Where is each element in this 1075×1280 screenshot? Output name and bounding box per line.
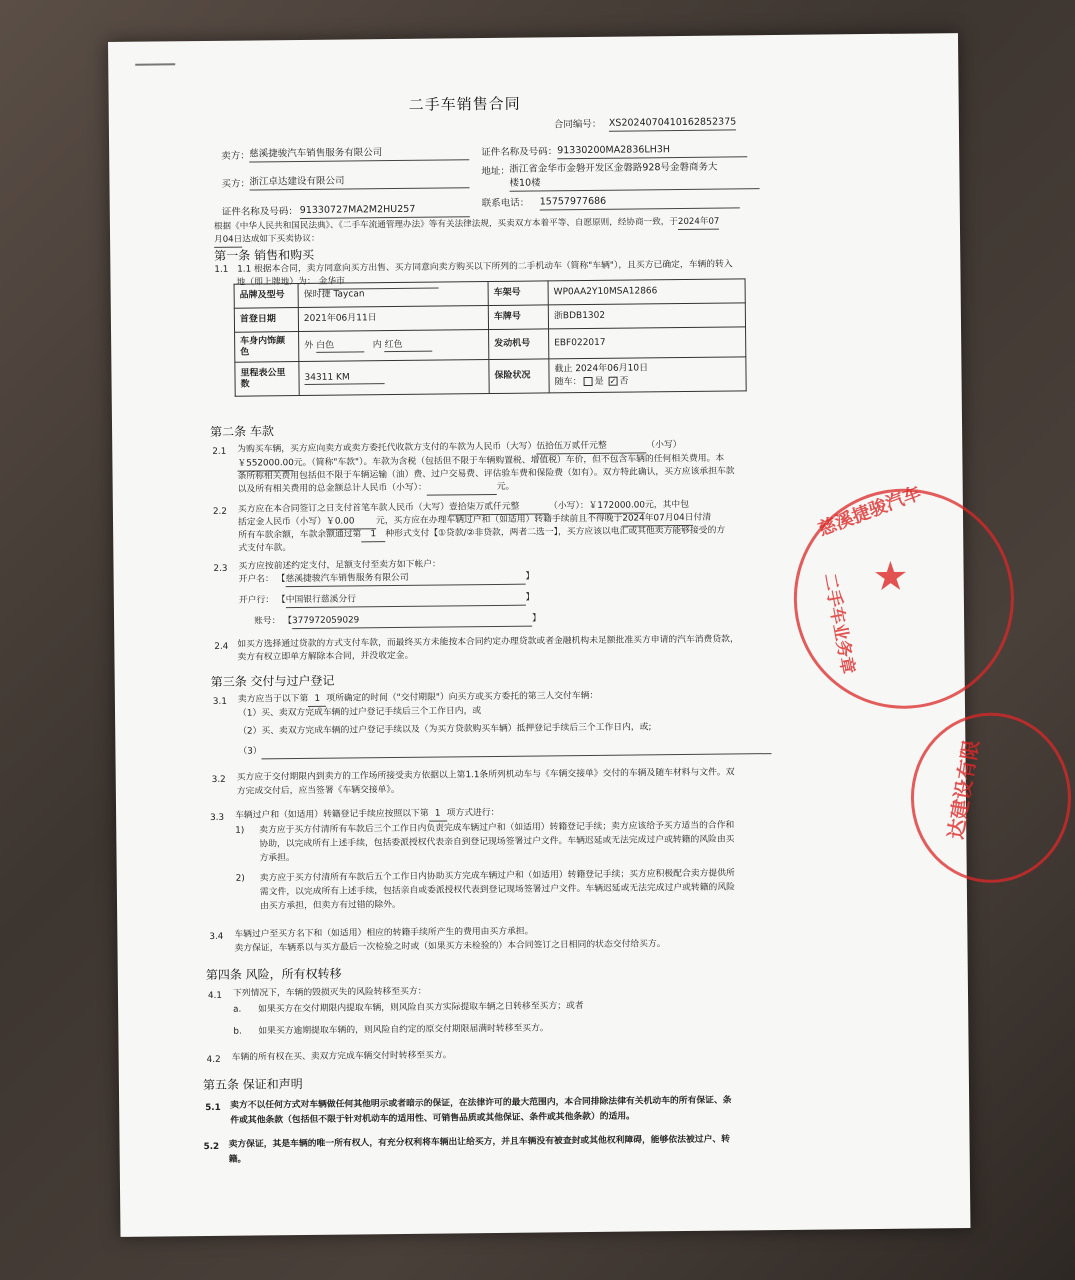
- clause-3-1-num: 3.1: [212, 696, 227, 707]
- regdate-label: 首登日期: [234, 308, 298, 333]
- clause-2-2-a: 买方应在本合同签订之日支付首笔车款人民币（大写）壹拾柒万贰仟元整 （小写）：￥172000.00元，其中包: [237, 499, 690, 515]
- clause-3-1-item-3: （3）: [238, 741, 771, 759]
- phone-label: 联系电话：: [481, 197, 530, 210]
- engine-label: 发动机号: [489, 329, 549, 360]
- vin-value: WP0AA2Y10MSA12866: [548, 279, 745, 305]
- clause-3-3-2-c: 由买方承担，但卖方有过错的除外。: [260, 899, 401, 912]
- clause-4-1-b-text: 如果买方逾期提取车辆的，则风险自约定的原交付期限届满时转移至买方。: [258, 1023, 549, 1037]
- clause-4-2-a: 车辆的所有权在买、卖双方完成车辆交付时转移至买方。: [231, 1050, 452, 1063]
- vin-label: 车架号: [488, 281, 548, 306]
- seller-id-label: 证件名称及号码：: [481, 146, 558, 159]
- clause-1-1-a: 1.1 1.1 根据本合同，卖方同意向买方出售、买方同意向卖方购买以下所列的二手机动车（简称"车辆"），且买方已确定，车辆的转入: [214, 259, 733, 275]
- contract-no: XS2024070410162852375: [609, 116, 737, 131]
- clause-3-3-1-num: 1): [235, 825, 245, 836]
- insurance-value: 截止 2024年06月10日 随车： 是 ✓ 否: [549, 357, 746, 393]
- section-4-title: 第四条 风险，所有权转移: [205, 966, 342, 983]
- clause-2-2-num: 2.2: [212, 506, 227, 517]
- account-no-row: 账号： 【377972059029 】: [254, 613, 541, 629]
- brand-value: 保时捷 Taycan: [298, 282, 488, 308]
- page-title: 二手车销售合同: [408, 94, 521, 114]
- address-line-2: 楼10楼: [509, 175, 759, 191]
- clause-2-1-num: 2.1: [212, 446, 227, 457]
- clause-3-3-1-c: 方承担。: [259, 853, 295, 864]
- clause-4-1-a: 下列情况下，车辆的毁损灭失的风险转移至买方：: [232, 986, 427, 999]
- section-2-title: 第二条 车款: [210, 424, 274, 439]
- clause-5-2-num: 5.2: [203, 1141, 220, 1153]
- basis-line-2: 月04日达成如下买卖协议：: [214, 234, 320, 248]
- contract-page: [108, 33, 984, 1237]
- address-label: 地址：: [481, 165, 510, 178]
- clause-2-3-num: 2.3: [213, 563, 228, 574]
- clause-3-3-2-a: 卖方应于买方付清所有车款后五个工作日内协助买方完成车辆过户和（如适用）转籍登记手续；买方应积极配合卖方提供所: [259, 868, 735, 884]
- seller-seal: ★ 慈溪捷骏汽车 二手车业务章: [793, 488, 1015, 710]
- clause-3-1-item-2: （2）买、卖双方完成车辆的过户登记手续以及（为买方贷款购买车辆）抵押登记手续后三个工作日内，或;: [238, 722, 652, 737]
- clause-3-3-1-a: 卖方应于买方付清所有车款后三个工作日内负责完成车辆过户和（如适用）转籍登记手续；卖方应该给予买方适当的合作和: [259, 820, 735, 836]
- clause-3-4-num: 3.4: [209, 931, 224, 942]
- contract-no-label: 合同编号：: [553, 118, 602, 131]
- buyer-id-label: 证件名称及号码：: [221, 206, 298, 218]
- buyer-name: 浙江卓达建设有限公司: [249, 174, 469, 190]
- mileage-value: 34311 KM: [299, 360, 489, 396]
- section-1-title: 第一条 销售和购买: [214, 247, 315, 263]
- brand-label: 品牌及型号: [234, 284, 298, 309]
- clause-3-3-1-b: 协助，以完成所有上述手续，包括委派授权代表亲自到登记现场签署过户文件。车辆迟延或无法完成过户或转籍的风险由买: [259, 834, 735, 850]
- clause-5-1-a: 卖方不以任何方式对车辆做任何其他明示或者暗示的保证，在法律许可的最大范围内，本合同排除法律有关机动车的所有保证、条: [230, 1095, 732, 1111]
- regdate-value: 2021年06月11日: [298, 306, 488, 332]
- vehicle-table: [234, 278, 747, 396]
- clause-3-2-num: 3.2: [211, 774, 226, 785]
- plate-value: 浙BDB1302: [548, 303, 745, 329]
- clause-2-2-d: 式支付车款。: [238, 543, 292, 554]
- clause-3-4-b: 卖方保证，车辆系以与买方最后一次检验之时或（如果买方未检验的）本合同签订之日相同的状态交付给买方。: [234, 939, 666, 954]
- engine-value: EBF022017: [549, 327, 746, 359]
- clause-3-3-num: 3.3: [210, 812, 225, 823]
- clause-3-3-a: 车辆过户和（如适用）转籍登记手续应按照以下第 1 项方式进行：: [235, 807, 500, 821]
- clause-2-1-c: 条所称相关费用包括但不限于车辆运输（油）费、过户交易费、评估验车费和保险费（如有）。双方特此确认，买方应该承担车款: [237, 466, 735, 482]
- buyer-label: 买方：: [221, 178, 251, 190]
- mileage-label: 里程表公里数: [235, 362, 299, 397]
- basis-line-1: 根据《中华人民共和国民法典》、《二手车流通管理办法》等有关法律法规，买卖双方本着平等、自愿原则，经协商一致，于2024年07: [213, 216, 720, 232]
- clause-2-4-num: 2.4: [214, 641, 229, 652]
- clause-4-2-num: 4.2: [206, 1054, 221, 1066]
- plate-label: 车牌号: [488, 305, 548, 330]
- address-line-1: 浙江省金华市金磐开发区金磐路928号金磐商务大: [509, 161, 718, 175]
- clause-2-1-d: 以及所有相关费用的总金额总计人民币（小写）： 元。: [237, 481, 515, 495]
- clause-2-1-b: ￥552000.00元。（简称"车款"）。车款为含税（包括但不限于车辆购置税、增值税）车价，但不包含车辆的任何相关费用。本: [237, 454, 724, 472]
- clause-5-2-b: 籍。: [228, 1154, 247, 1165]
- insurance-label: 保险状况: [489, 359, 549, 394]
- clause-4-1-a-num: a.: [233, 1004, 242, 1015]
- clause-2-2-c: 所有车款余额，车款余额通过第 1 种形式支付【①贷款/②非贷款，两者二选一】，买方应该以电汇或其他卖方能够接受的方: [238, 525, 726, 541]
- clause-4-1-b-num: b.: [233, 1026, 242, 1037]
- clause-2-3-a: 买方应按前述约定支付，足额支付至卖方如下帐户：: [238, 559, 441, 572]
- clause-2-1-a: 为购买车辆，买方应向卖方或卖方委托代收款方支付的车款为人民币（大写）伍拾伍万贰仟元整 （小写）: [237, 440, 682, 455]
- clause-3-3-2-b: 需文件，以完成所有上述手续，包括亲自或委派授权代表到登记现场签署过户文件。车辆迟延或无法完成过户或转籍的风险: [259, 882, 735, 898]
- clause-2-4-b: 卖方有权立即单方解除本合同，并没收定金。: [237, 650, 414, 663]
- section-5-title: 第五条 保证和声明: [202, 1077, 303, 1093]
- clause-3-2-a: 买方应于交付期限内到卖方的工作场所接受卖方依据以上第1.1条所列机动车与《车辆交接单》交付的车辆及随车材料与文件。双: [236, 767, 735, 783]
- buyer-id: 91330727MA2M2HU257: [300, 203, 470, 219]
- clause-1-1-b: 地（即上牌地）为： 金华市: [236, 276, 438, 291]
- clause-5-1-b: 件或其他条款（包括但不限于针对机动车的适用性、可销售品质或其他保证、条件或其他条款）的适用。: [230, 1111, 636, 1126]
- color-label: 车身内饰颜色: [235, 332, 299, 363]
- seller-name: 慈溪捷骏汽车销售服务有限公司: [249, 146, 469, 162]
- table-row: [235, 357, 746, 396]
- insurance-no-checkbox-checked: ✓: [609, 376, 617, 386]
- clause-3-4-a: 车辆过户至买方名下和（如适用）相应的转籍手续所产生的费用由买方承担。: [234, 926, 534, 940]
- section-3-title: 第三条 交付与过户登记: [210, 673, 335, 689]
- clause-3-3-2-num: 2): [235, 873, 245, 884]
- account-name-row: 开户名： 【慈溪捷骏汽车销售服务有限公司 】: [239, 572, 535, 588]
- clause-5-2-a: 卖方保证，其是车辆的唯一所有权人，有充分权利将车辆出让给买方，并且车辆没有被查封或其他权利障碍，能够依法被过户、转: [228, 1134, 731, 1150]
- insurance-yes-checkbox: [584, 376, 593, 385]
- clause-3-1-item-1: （1）买、卖双方完成车辆的过户登记手续后三个工作日内，或: [237, 706, 482, 719]
- staple-mark: [135, 63, 175, 65]
- star-icon: ★: [872, 553, 909, 601]
- clause-3-2-b: 方完成交付后，应当签署《车辆交接单》。: [236, 784, 400, 797]
- buyer-seal: 达建设有限: [910, 712, 1072, 884]
- clause-2-4-a: 如买方选择通过贷款的方式支付车款，而最终买方未能按本合同约定办理贷款或者金融机构未足额批准买方申请的汽车消费贷款，: [237, 634, 739, 650]
- phone: 15757977686: [540, 194, 740, 210]
- clause-5-1-num: 5.1: [205, 1102, 221, 1114]
- seller-id: 91330200MA2836LH3H: [557, 143, 747, 159]
- color-value: 外 白色 内 红色: [299, 330, 489, 362]
- clause-4-1-a-text: 如果买方在交付期限内提取车辆，则风险自买方实际提取车辆之日转移至买方；或者: [258, 1001, 584, 1015]
- seller-label: 卖方：: [221, 150, 250, 162]
- clause-3-1-a: 卖方应当于以下第 1 项所确定的时间（"交付期限"）向买方或买方委托的第三人交付车辆：: [238, 691, 599, 708]
- clause-4-1-num: 4.1: [207, 990, 223, 1002]
- account-bank-row: 开户行： 【中国银行慈溪分行 】: [239, 593, 535, 609]
- clause-2-2-b: 括定金人民币（小写）￥0.00 元，买方应在办理车辆过户和（如适用）转籍手续前且不得晚于2024年07月04日付清: [237, 512, 712, 528]
